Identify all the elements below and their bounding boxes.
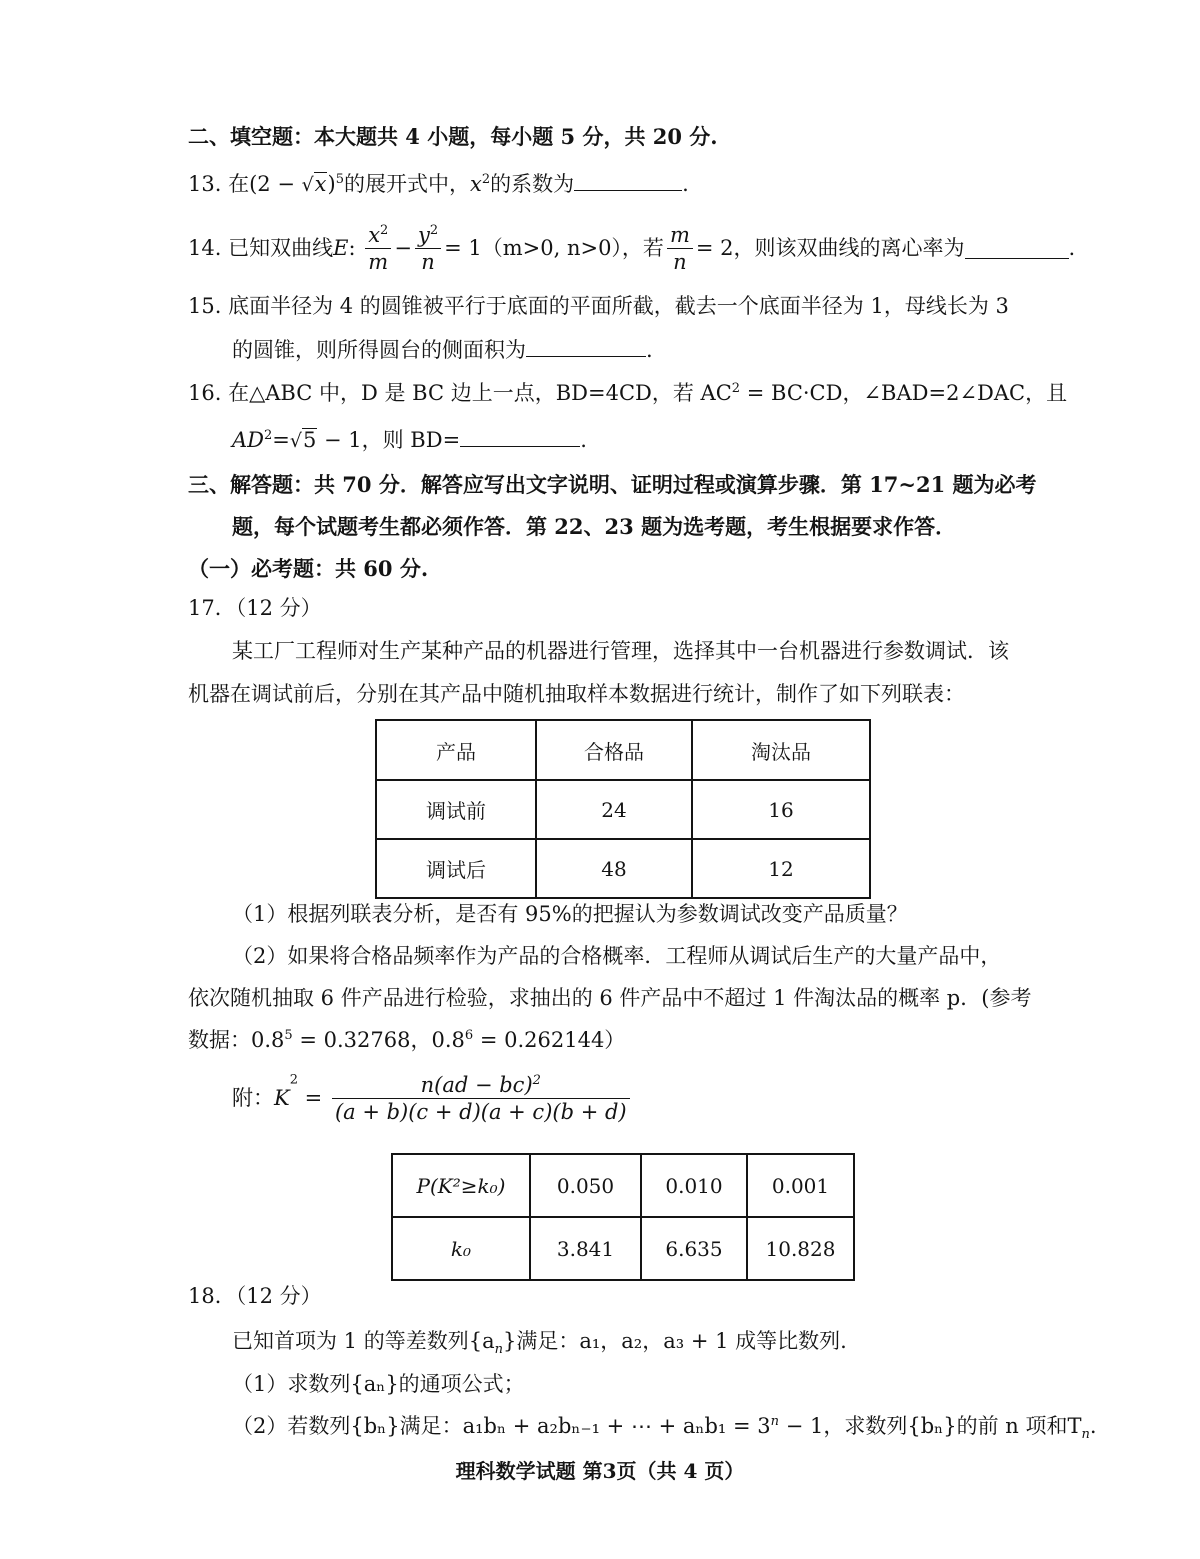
q13-base: (2 − (249, 171, 302, 196)
q13-end: . (682, 171, 689, 196)
table-row (376, 780, 870, 839)
q17-ref-b: = 0.32768，0.8 (292, 1028, 465, 1052)
table-cell: 16 (692, 780, 870, 839)
q13-text-b: 的展开式中， (343, 171, 470, 196)
table-cell: 0.010 (641, 1154, 747, 1217)
q13-radicand: x (314, 171, 327, 196)
q17-para-line-1: 某工厂工程师对生产某种产品的机器进行管理，选择其中一台机器进行参数调试．该 (232, 639, 1009, 663)
q14-f1-exp: 2 (380, 223, 389, 238)
formula-eq: = (297, 1086, 329, 1111)
formula-lhs: K (274, 1086, 290, 1111)
q16-line1-sup: 2 (731, 381, 741, 396)
q18-para (232, 1329, 847, 1358)
q15-line2: 的圆锥，则所得圆台的侧面积为 (232, 337, 526, 362)
formula-lhs-sup: 2 (289, 1072, 298, 1088)
q17-sub-1: （1）根据列联表分析，是否有 95%的把握认为参数调试改变产品质量？ (232, 902, 908, 926)
q14-colon: : (348, 236, 356, 261)
table-header-cell: 合格品 (536, 720, 692, 780)
q18-sub2-sup: n (770, 1414, 780, 1429)
q13-text-c: 的系数为 (490, 171, 575, 196)
q17-sub-2-line-3 (188, 1028, 625, 1053)
q14-f3-den: n (673, 250, 687, 275)
q18-para-sub: n (494, 1342, 503, 1358)
table-cell: 调试前 (376, 780, 536, 839)
q18-title: 18．（12 分） (188, 1284, 322, 1308)
q14-eq-text: = 1（m>0, n>0），若 (444, 236, 664, 261)
q14-text-b: = 2，则该双曲线的离心率为 (695, 236, 965, 261)
q15-end: . (646, 337, 653, 362)
q18-para-b: }满足：a₁，a₂，a₃ + 1 成等比数列. (502, 1329, 847, 1353)
table-cell: 12 (692, 839, 870, 898)
page-footer: 理科数学试题 第3页（共 4 页） (455, 1459, 745, 1483)
table-header-row (376, 720, 870, 780)
table-row (392, 1154, 854, 1217)
table-cell: 3.841 (530, 1217, 641, 1280)
q16-end: . (580, 427, 587, 452)
q18-sub-2 (232, 1414, 1097, 1443)
section-3-line-1: 三、解答题：共 70 分．解答应写出文字说明、证明过程或演算步骤．第 17~21 题为必考 (188, 472, 1037, 497)
q13-var: x (469, 171, 482, 196)
q14-f2-num: y (417, 223, 430, 247)
q18-sub2-a: （2）若数列{bₙ}满足：a₁bₙ + a₂bₙ₋₁ + ⋯ + aₙb₁ = 3 (232, 1414, 771, 1438)
q14-fraction-mn (667, 222, 693, 276)
q14-answer-blank (965, 238, 1069, 259)
q14-f1-den: m (368, 250, 389, 275)
q14-curve-name: E (333, 236, 349, 261)
q15-number: 15. (188, 294, 222, 318)
q14-fraction-y (415, 222, 441, 276)
q15-line1: 底面半径为 4 的圆锥被平行于底面的平面所截，截去一个底面半径为 1，母线长为 3 (228, 294, 1009, 318)
formula-denominator: (a + b)(c + d)(a + c)(b + d) (334, 1100, 627, 1125)
q16-radicand: 5 (302, 427, 317, 452)
q13-number: 13. (188, 171, 222, 196)
q14-fraction-x (365, 222, 391, 276)
table-row (392, 1217, 854, 1280)
formula-numerator: n(ad − bc) (420, 1073, 533, 1097)
section-2-heading: 二、填空题：本大题共 4 小题，每小题 5 分，共 20 分. (188, 124, 718, 149)
q17-title: 17．（12 分） (188, 596, 322, 620)
q17-sub-2-line-2: 依次随机抽取 6 件产品进行检验，求抽出的 6 件产品中不超过 1 件淘汰品的概率 p．(参考 (188, 986, 1032, 1010)
q18-sub2-end: . (1089, 1414, 1097, 1438)
table-cell: k₀ (392, 1217, 530, 1280)
q17-ref-sup1: 5 (284, 1028, 293, 1043)
part-1-heading: （一）必考题：共 60 分. (188, 556, 429, 581)
q13-var-exp: 2 (481, 171, 491, 187)
q17-ref-a: 数据：0.8 (188, 1028, 285, 1052)
question-16-line-1 (188, 381, 1067, 406)
q16-line1-a: 在△ABC 中，D 是 BC 边上一点，BD=4CD，若 AC (228, 381, 732, 405)
q16-line2-sup: 2 (264, 427, 273, 443)
table-cell: P(K²≥k₀) (392, 1154, 530, 1217)
formula-fraction (332, 1072, 630, 1126)
q16-line1-b: = BC·CD，∠BAD=2∠DAC，且 (740, 381, 1068, 405)
q14-f1-num: x (368, 223, 381, 247)
table-cell: 10.828 (747, 1217, 854, 1280)
q14-minus: − (394, 236, 412, 261)
q18-para-a: 已知首项为 1 的等差数列{a (232, 1329, 495, 1353)
q14-text-a: 已知双曲线 (228, 236, 334, 261)
table-cell: 调试后 (376, 839, 536, 898)
k-value-table (391, 1153, 855, 1281)
q18-sub2-b: − 1，求数列{bₙ}的前 n 项和T (779, 1414, 1082, 1438)
table-cell: 0.050 (530, 1154, 641, 1217)
contingency-table (375, 719, 871, 899)
formula-label: 附： (232, 1086, 274, 1111)
question-16-line-2: $AD^2=√5 - 1$，则 BD= . (232, 427, 587, 452)
table-header-cell: 产品 (376, 720, 536, 780)
q14-f3-num: m (667, 222, 693, 249)
q13-close: ) (327, 171, 336, 196)
q14-number: 14. (188, 236, 222, 261)
question-14 (188, 222, 1075, 276)
table-cell: 6.635 (641, 1217, 747, 1280)
q17-sub-2-line-1: （2）如果将合格品频率作为产品的合格概率．工程师从调试后生产的大量产品中， (232, 944, 1002, 968)
q13-text-a: 在 (228, 171, 250, 196)
table-cell: 24 (536, 780, 692, 839)
table-cell: 0.001 (747, 1154, 854, 1217)
q17-ref-sup2: 6 (464, 1028, 474, 1043)
table-header-cell: 淘汰品 (692, 720, 870, 780)
k2-formula (232, 1072, 633, 1126)
q17-ref-c: = 0.262144） (473, 1028, 626, 1052)
q13-exponent: 5 (335, 171, 344, 187)
question-15-line-2 (232, 336, 653, 363)
q16-number: 16. (188, 381, 222, 405)
section-3-line-2: 题，每个试题考生都必须作答．第 22、23 题为选考题，考生根据要求作答． (232, 514, 957, 539)
question-13: 13. 在$(2 - √x)^5$的展开式中，$x^2$的系数为 . (188, 171, 689, 196)
q17-para-line-2: 机器在调试前后，分别在其产品中随机抽取样本数据进行统计，制作了如下列联表： (188, 682, 965, 706)
q18-sub2-sub: n (1081, 1427, 1090, 1443)
q15-answer-blank (526, 336, 646, 357)
q14-f2-exp: 2 (429, 223, 439, 238)
q14-end: . (1068, 236, 1076, 261)
q16-answer-blank (460, 426, 580, 447)
question-15-line-1 (188, 294, 1009, 319)
q16-line2-c: − 1，则 BD= (317, 427, 461, 452)
q16-line2-a: AD (232, 427, 265, 452)
formula-num-sup: 2 (532, 1073, 541, 1088)
q14-f2-den: n (421, 250, 435, 275)
q13-answer-blank (574, 170, 682, 191)
table-cell: 48 (536, 839, 692, 898)
q16-line2-b: = (272, 427, 290, 452)
q18-sub-1: （1）求数列{aₙ}的通项公式； (232, 1372, 525, 1396)
table-row (376, 839, 870, 898)
